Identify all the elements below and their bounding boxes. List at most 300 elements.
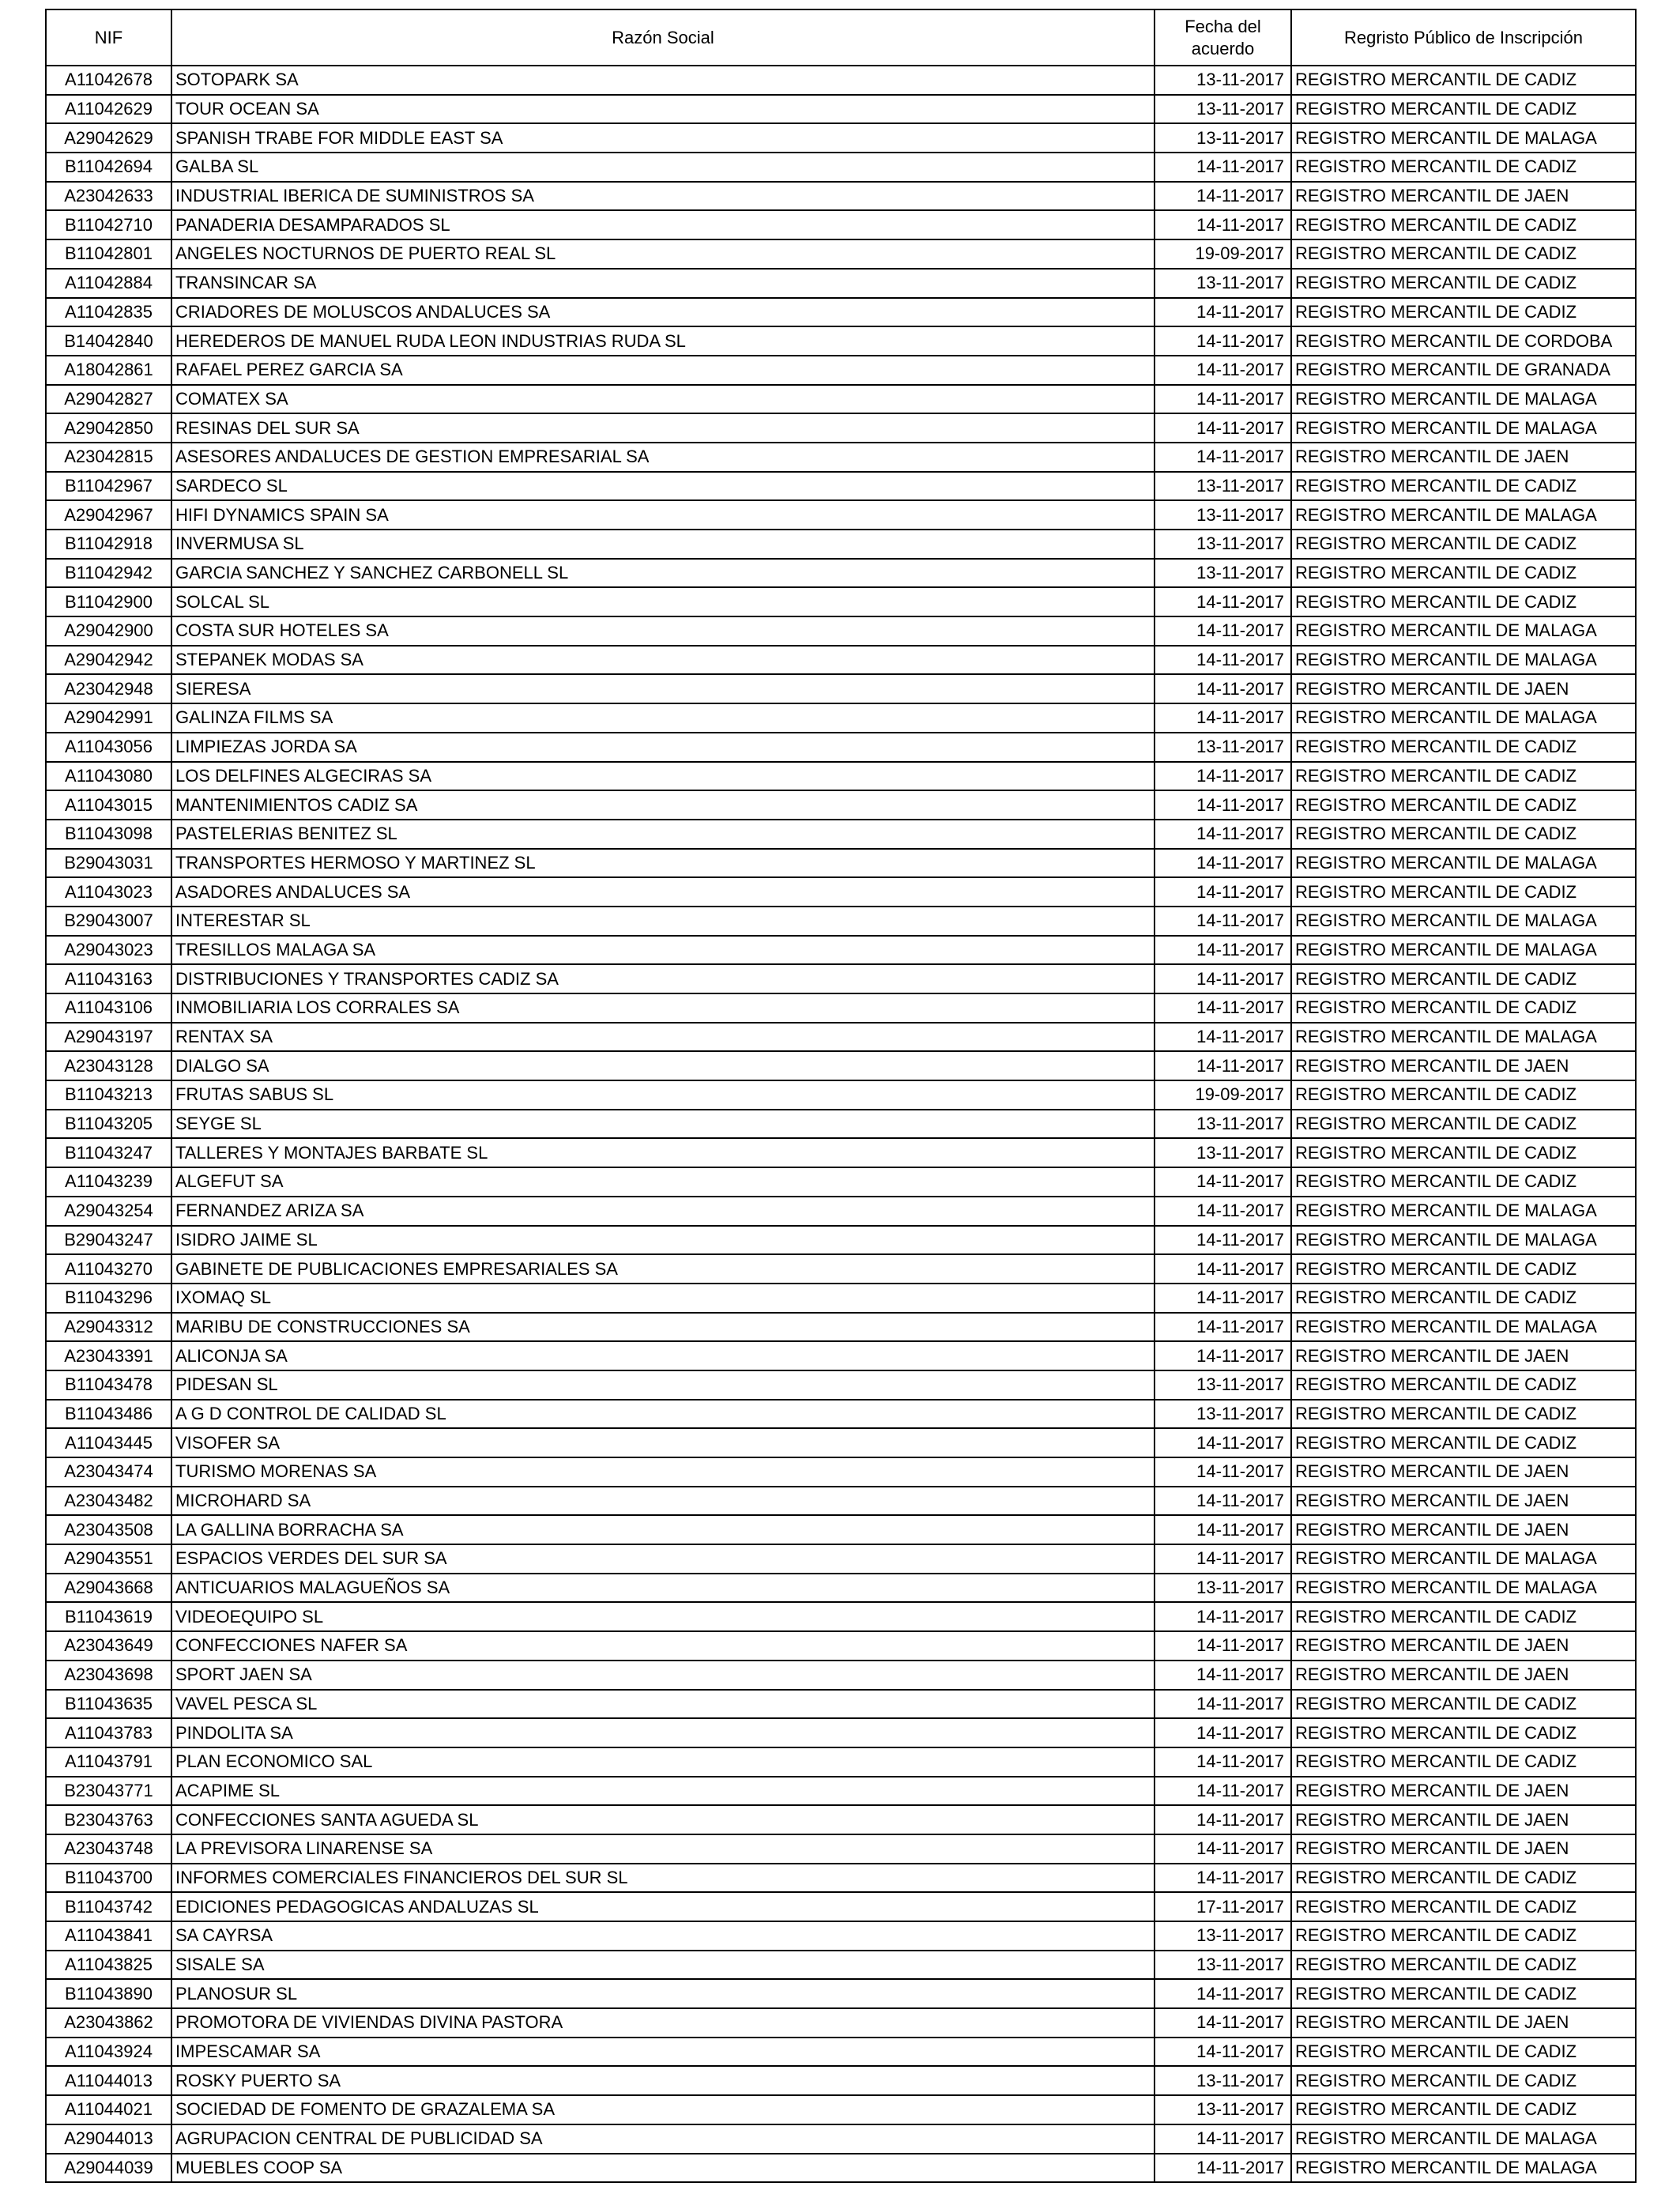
cell-nif: B14042840 — [46, 326, 171, 356]
cell-registro: REGISTRO MERCANTIL DE MALAGA — [1291, 703, 1636, 733]
table-row — [46, 443, 1636, 472]
cell-fecha: 14-11-2017 — [1155, 1777, 1291, 1806]
cell-registro: REGISTRO MERCANTIL DE JAEN — [1291, 1834, 1636, 1864]
cell-razon-social: PLANOSUR SL — [171, 1979, 1155, 2008]
cell-razon-social: GARCIA SANCHEZ Y SANCHEZ CARBONELL SL — [171, 559, 1155, 588]
cell-fecha: 14-11-2017 — [1155, 1226, 1291, 1255]
table-row — [46, 1805, 1636, 1834]
cell-fecha: 14-11-2017 — [1155, 1602, 1291, 1631]
cell-nif: A29043023 — [46, 936, 171, 965]
table-row — [46, 530, 1636, 559]
table-row — [46, 472, 1636, 501]
cell-razon-social: CONFECCIONES SANTA AGUEDA SL — [171, 1805, 1155, 1834]
cell-fecha: 13-11-2017 — [1155, 269, 1291, 298]
cell-razon-social: CRIADORES DE MOLUSCOS ANDALUCES SA — [171, 298, 1155, 327]
table-row — [46, 1313, 1636, 1342]
cell-registro: REGISTRO MERCANTIL DE MALAGA — [1291, 500, 1636, 530]
table-row — [46, 2066, 1636, 2095]
cell-razon-social: GALINZA FILMS SA — [171, 703, 1155, 733]
cell-nif: A29042850 — [46, 413, 171, 443]
cell-fecha: 14-11-2017 — [1155, 2038, 1291, 2067]
cell-razon-social: SOLCAL SL — [171, 587, 1155, 616]
cell-fecha: 14-11-2017 — [1155, 443, 1291, 472]
table-row — [46, 1197, 1636, 1226]
cell-razon-social: SARDECO SL — [171, 472, 1155, 501]
cell-fecha: 14-11-2017 — [1155, 1515, 1291, 1544]
cell-fecha: 14-11-2017 — [1155, 2008, 1291, 2038]
cell-razon-social: INVERMUSA SL — [171, 530, 1155, 559]
table-row — [46, 2154, 1636, 2183]
cell-nif: A29043197 — [46, 1023, 171, 1052]
cell-nif: A11043783 — [46, 1718, 171, 1747]
cell-razon-social: TOUR OCEAN SA — [171, 95, 1155, 124]
cell-nif: A23043482 — [46, 1487, 171, 1516]
cell-registro: REGISTRO MERCANTIL DE CADIZ — [1291, 993, 1636, 1023]
cell-razon-social: TRESILLOS MALAGA SA — [171, 936, 1155, 965]
cell-razon-social: PIDESAN SL — [171, 1370, 1155, 1400]
table-row — [46, 1226, 1636, 1255]
cell-registro: REGISTRO MERCANTIL DE CADIZ — [1291, 66, 1636, 95]
table-row — [46, 500, 1636, 530]
cell-registro: REGISTRO MERCANTIL DE CADIZ — [1291, 2038, 1636, 2067]
cell-nif: A11042678 — [46, 66, 171, 95]
cell-registro: REGISTRO MERCANTIL DE CADIZ — [1291, 1428, 1636, 1457]
cell-fecha: 13-11-2017 — [1155, 1574, 1291, 1603]
table-row — [46, 993, 1636, 1023]
cell-nif: A23043128 — [46, 1051, 171, 1080]
cell-registro: REGISTRO MERCANTIL DE CADIZ — [1291, 210, 1636, 239]
cell-registro: REGISTRO MERCANTIL DE CADIZ — [1291, 559, 1636, 588]
cell-fecha: 14-11-2017 — [1155, 1690, 1291, 1719]
cell-nif: A11043924 — [46, 2038, 171, 2067]
cell-razon-social: SA CAYRSA — [171, 1921, 1155, 1951]
cell-nif: A11042835 — [46, 298, 171, 327]
cell-razon-social: SIERESA — [171, 674, 1155, 703]
cell-registro: REGISTRO MERCANTIL DE CADIZ — [1291, 733, 1636, 762]
cell-razon-social: MICROHARD SA — [171, 1487, 1155, 1516]
cell-razon-social: GABINETE DE PUBLICACIONES EMPRESARIALES SA — [171, 1254, 1155, 1284]
cell-nif: A11042629 — [46, 95, 171, 124]
cell-registro: REGISTRO MERCANTIL DE CADIZ — [1291, 1892, 1636, 1921]
table-row — [46, 1690, 1636, 1719]
cell-fecha: 14-11-2017 — [1155, 993, 1291, 1023]
header-fecha — [1155, 9, 1291, 66]
cell-registro: REGISTRO MERCANTIL DE MALAGA — [1291, 616, 1636, 646]
cell-fecha: 14-11-2017 — [1155, 1487, 1291, 1516]
cell-fecha: 13-11-2017 — [1155, 66, 1291, 95]
cell-registro: REGISTRO MERCANTIL DE CADIZ — [1291, 2066, 1636, 2095]
cell-nif: A23043508 — [46, 1515, 171, 1544]
cell-fecha: 19-09-2017 — [1155, 239, 1291, 269]
table-row — [46, 95, 1636, 124]
table-row — [46, 2038, 1636, 2067]
table-row — [46, 123, 1636, 153]
cell-razon-social: PANADERIA DESAMPARADOS SL — [171, 210, 1155, 239]
table-row — [46, 559, 1636, 588]
cell-razon-social: COMATEX SA — [171, 385, 1155, 414]
cell-registro: REGISTRO MERCANTIL DE CADIZ — [1291, 1110, 1636, 1139]
cell-nif: A11043841 — [46, 1921, 171, 1951]
cell-fecha: 14-11-2017 — [1155, 616, 1291, 646]
cell-fecha: 13-11-2017 — [1155, 500, 1291, 530]
cell-razon-social: RAFAEL PEREZ GARCIA SA — [171, 356, 1155, 385]
cell-fecha: 13-11-2017 — [1155, 2095, 1291, 2124]
cell-nif: A29044013 — [46, 2124, 171, 2154]
cell-fecha: 14-11-2017 — [1155, 1979, 1291, 2008]
cell-registro: REGISTRO MERCANTIL DE MALAGA — [1291, 1313, 1636, 1342]
cell-razon-social: LOS DELFINES ALGECIRAS SA — [171, 762, 1155, 791]
cell-registro: REGISTRO MERCANTIL DE CADIZ — [1291, 1747, 1636, 1777]
cell-fecha: 14-11-2017 — [1155, 790, 1291, 820]
cell-nif: A23043391 — [46, 1341, 171, 1370]
cell-registro: REGISTRO MERCANTIL DE JAEN — [1291, 674, 1636, 703]
cell-fecha: 14-11-2017 — [1155, 1284, 1291, 1313]
cell-registro: REGISTRO MERCANTIL DE CADIZ — [1291, 1864, 1636, 1893]
cell-registro: REGISTRO MERCANTIL DE CADIZ — [1291, 1921, 1636, 1951]
table-row — [46, 1254, 1636, 1284]
cell-nif: B23043763 — [46, 1805, 171, 1834]
cell-razon-social: SPORT JAEN SA — [171, 1661, 1155, 1690]
cell-razon-social: VISOFER SA — [171, 1428, 1155, 1457]
cell-fecha: 13-11-2017 — [1155, 1370, 1291, 1400]
cell-fecha: 14-11-2017 — [1155, 1197, 1291, 1226]
table-row — [46, 1023, 1636, 1052]
table-row — [46, 413, 1636, 443]
table-row — [46, 1864, 1636, 1893]
cell-fecha: 13-11-2017 — [1155, 530, 1291, 559]
cell-nif: B11043213 — [46, 1080, 171, 1110]
cell-registro: REGISTRO MERCANTIL DE JAEN — [1291, 182, 1636, 211]
cell-nif: B11043635 — [46, 1690, 171, 1719]
cell-fecha: 14-11-2017 — [1155, 1023, 1291, 1052]
cell-razon-social: INFORMES COMERCIALES FINANCIEROS DEL SUR SL — [171, 1864, 1155, 1893]
cell-registro: REGISTRO MERCANTIL DE JAEN — [1291, 1631, 1636, 1661]
cell-fecha: 14-11-2017 — [1155, 356, 1291, 385]
cell-razon-social: FRUTAS SABUS SL — [171, 1080, 1155, 1110]
table-row — [46, 733, 1636, 762]
cell-razon-social: HEREDEROS DE MANUEL RUDA LEON INDUSTRIAS RUDA SL — [171, 326, 1155, 356]
cell-registro: REGISTRO MERCANTIL DE CADIZ — [1291, 239, 1636, 269]
cell-razon-social: SOCIEDAD DE FOMENTO DE GRAZALEMA SA — [171, 2095, 1155, 2124]
table-row — [46, 1370, 1636, 1400]
cell-registro: REGISTRO MERCANTIL DE MALAGA — [1291, 1023, 1636, 1052]
cell-nif: B11043890 — [46, 1979, 171, 2008]
cell-razon-social: RENTAX SA — [171, 1023, 1155, 1052]
cell-fecha: 13-11-2017 — [1155, 1921, 1291, 1951]
cell-nif: A11043445 — [46, 1428, 171, 1457]
cell-registro: REGISTRO MERCANTIL DE CADIZ — [1291, 1718, 1636, 1747]
table-row — [46, 936, 1636, 965]
cell-fecha: 14-11-2017 — [1155, 1341, 1291, 1370]
table-row — [46, 153, 1636, 182]
table-row — [46, 1661, 1636, 1690]
cell-fecha: 14-11-2017 — [1155, 210, 1291, 239]
cell-fecha: 13-11-2017 — [1155, 2066, 1291, 2095]
table-row — [46, 674, 1636, 703]
cell-registro: REGISTRO MERCANTIL DE CADIZ — [1291, 269, 1636, 298]
header-fecha-line2: acuerdo — [1191, 38, 1255, 58]
cell-razon-social: ACAPIME SL — [171, 1777, 1155, 1806]
cell-fecha: 14-11-2017 — [1155, 703, 1291, 733]
cell-nif: A11043270 — [46, 1254, 171, 1284]
cell-razon-social: ALGEFUT SA — [171, 1167, 1155, 1197]
cell-fecha: 13-11-2017 — [1155, 733, 1291, 762]
cell-nif: A11043080 — [46, 762, 171, 791]
table-row — [46, 907, 1636, 936]
cell-razon-social: COSTA SUR HOTELES SA — [171, 616, 1155, 646]
cell-registro: REGISTRO MERCANTIL DE JAEN — [1291, 1515, 1636, 1544]
cell-razon-social: LA PREVISORA LINARENSE SA — [171, 1834, 1155, 1864]
cell-fecha: 14-11-2017 — [1155, 1718, 1291, 1747]
cell-razon-social: PINDOLITA SA — [171, 1718, 1155, 1747]
table-header — [46, 9, 1636, 66]
cell-registro: REGISTRO MERCANTIL DE CADIZ — [1291, 1080, 1636, 1110]
cell-nif: B11042942 — [46, 559, 171, 588]
table-row — [46, 1892, 1636, 1921]
table-row — [46, 182, 1636, 211]
header-razon-social: Razón Social — [171, 9, 1155, 66]
cell-nif: A29043668 — [46, 1574, 171, 1603]
cell-fecha: 14-11-2017 — [1155, 1167, 1291, 1197]
cell-fecha: 14-11-2017 — [1155, 2124, 1291, 2154]
cell-nif: B11043205 — [46, 1110, 171, 1139]
table-row — [46, 1457, 1636, 1487]
header-registro: Regristo Público de Inscripción — [1291, 9, 1636, 66]
table-row — [46, 1834, 1636, 1864]
cell-fecha: 14-11-2017 — [1155, 587, 1291, 616]
cell-registro: REGISTRO MERCANTIL DE CADIZ — [1291, 1138, 1636, 1167]
cell-razon-social: PROMOTORA DE VIVIENDAS DIVINA PASTORA — [171, 2008, 1155, 2038]
cell-registro: REGISTRO MERCANTIL DE CADIZ — [1291, 790, 1636, 820]
table-row — [46, 1979, 1636, 2008]
cell-razon-social: LIMPIEZAS JORDA SA — [171, 733, 1155, 762]
table-row — [46, 790, 1636, 820]
table-row — [46, 1167, 1636, 1197]
cell-nif: A11043791 — [46, 1747, 171, 1777]
cell-nif: A11043239 — [46, 1167, 171, 1197]
cell-registro: REGISTRO MERCANTIL DE CADIZ — [1291, 472, 1636, 501]
cell-nif: A11043015 — [46, 790, 171, 820]
header-row — [46, 9, 1636, 66]
cell-nif: A11043825 — [46, 1951, 171, 1980]
cell-registro: REGISTRO MERCANTIL DE GRANADA — [1291, 356, 1636, 385]
cell-registro: REGISTRO MERCANTIL DE MALAGA — [1291, 385, 1636, 414]
cell-nif: B11043742 — [46, 1892, 171, 1921]
cell-registro: REGISTRO MERCANTIL DE CADIZ — [1291, 820, 1636, 849]
cell-nif: A23043649 — [46, 1631, 171, 1661]
table-row — [46, 762, 1636, 791]
cell-nif: A11043056 — [46, 733, 171, 762]
table-row — [46, 326, 1636, 356]
cell-fecha: 13-11-2017 — [1155, 123, 1291, 153]
table-row — [46, 1428, 1636, 1457]
cell-registro: REGISTRO MERCANTIL DE JAEN — [1291, 443, 1636, 472]
cell-fecha: 13-11-2017 — [1155, 1400, 1291, 1429]
cell-razon-social: ANGELES NOCTURNOS DE PUERTO REAL SL — [171, 239, 1155, 269]
table-row — [46, 587, 1636, 616]
table-row — [46, 1400, 1636, 1429]
cell-nif: A23042633 — [46, 182, 171, 211]
cell-razon-social: IMPESCAMAR SA — [171, 2038, 1155, 2067]
cell-registro: REGISTRO MERCANTIL DE CADIZ — [1291, 530, 1636, 559]
cell-fecha: 14-11-2017 — [1155, 298, 1291, 327]
cell-razon-social: ROSKY PUERTO SA — [171, 2066, 1155, 2095]
cell-fecha: 14-11-2017 — [1155, 2154, 1291, 2183]
table-row — [46, 1110, 1636, 1139]
cell-registro: REGISTRO MERCANTIL DE CADIZ — [1291, 762, 1636, 791]
cell-fecha: 14-11-2017 — [1155, 1544, 1291, 1574]
cell-fecha: 14-11-2017 — [1155, 385, 1291, 414]
cell-fecha: 14-11-2017 — [1155, 413, 1291, 443]
cell-nif: B29043247 — [46, 1226, 171, 1255]
cell-razon-social: MANTENIMIENTOS CADIZ SA — [171, 790, 1155, 820]
cell-nif: B11042694 — [46, 153, 171, 182]
cell-fecha: 13-11-2017 — [1155, 1110, 1291, 1139]
table-row — [46, 1544, 1636, 1574]
table-row — [46, 1080, 1636, 1110]
cell-razon-social: TALLERES Y MONTAJES BARBATE SL — [171, 1138, 1155, 1167]
cell-razon-social: TRANSINCAR SA — [171, 269, 1155, 298]
table-row — [46, 298, 1636, 327]
cell-fecha: 14-11-2017 — [1155, 1051, 1291, 1080]
cell-registro: REGISTRO MERCANTIL DE JAEN — [1291, 1661, 1636, 1690]
cell-fecha: 14-11-2017 — [1155, 1747, 1291, 1777]
cell-fecha: 14-11-2017 — [1155, 762, 1291, 791]
cell-fecha: 13-11-2017 — [1155, 472, 1291, 501]
table-row — [46, 1777, 1636, 1806]
cell-fecha: 14-11-2017 — [1155, 1864, 1291, 1893]
table-row — [46, 1718, 1636, 1747]
cell-razon-social: HIFI DYNAMICS SPAIN SA — [171, 500, 1155, 530]
cell-razon-social: DISTRIBUCIONES Y TRANSPORTES CADIZ SA — [171, 964, 1155, 993]
cell-registro: REGISTRO MERCANTIL DE CADIZ — [1291, 2095, 1636, 2124]
cell-razon-social: ASADORES ANDALUCES SA — [171, 877, 1155, 907]
cell-nif: B11043700 — [46, 1864, 171, 1893]
cell-registro: REGISTRO MERCANTIL DE JAEN — [1291, 1805, 1636, 1834]
cell-fecha: 14-11-2017 — [1155, 1661, 1291, 1690]
cell-registro: REGISTRO MERCANTIL DE CADIZ — [1291, 1690, 1636, 1719]
cell-registro: REGISTRO MERCANTIL DE MALAGA — [1291, 1226, 1636, 1255]
cell-razon-social: SEYGE SL — [171, 1110, 1155, 1139]
cell-registro: REGISTRO MERCANTIL DE MALAGA — [1291, 646, 1636, 675]
table-row — [46, 2095, 1636, 2124]
table-row — [46, 1341, 1636, 1370]
table-row — [46, 269, 1636, 298]
cell-razon-social: EDICIONES PEDAGOGICAS ANDALUZAS SL — [171, 1892, 1155, 1921]
cell-razon-social: MUEBLES COOP SA — [171, 2154, 1155, 2183]
table-row — [46, 820, 1636, 849]
cell-nif: A29042900 — [46, 616, 171, 646]
cell-registro: REGISTRO MERCANTIL DE JAEN — [1291, 1051, 1636, 1080]
cell-razon-social: DIALGO SA — [171, 1051, 1155, 1080]
table-row — [46, 2008, 1636, 2038]
table-row — [46, 66, 1636, 95]
cell-nif: B11042801 — [46, 239, 171, 269]
cell-razon-social: TURISMO MORENAS SA — [171, 1457, 1155, 1487]
cell-nif: A29042967 — [46, 500, 171, 530]
cell-registro: REGISTRO MERCANTIL DE MALAGA — [1291, 1544, 1636, 1574]
cell-registro: REGISTRO MERCANTIL DE CORDOBA — [1291, 326, 1636, 356]
cell-nif: A29044039 — [46, 2154, 171, 2183]
table-row — [46, 385, 1636, 414]
cell-fecha: 19-09-2017 — [1155, 1080, 1291, 1110]
cell-registro: REGISTRO MERCANTIL DE JAEN — [1291, 1777, 1636, 1806]
cell-nif: B29043031 — [46, 849, 171, 878]
cell-fecha: 14-11-2017 — [1155, 877, 1291, 907]
cell-razon-social: SOTOPARK SA — [171, 66, 1155, 95]
cell-nif: B11042900 — [46, 587, 171, 616]
cell-razon-social: STEPANEK MODAS SA — [171, 646, 1155, 675]
cell-fecha: 14-11-2017 — [1155, 182, 1291, 211]
table-row — [46, 877, 1636, 907]
cell-fecha: 13-11-2017 — [1155, 95, 1291, 124]
cell-registro: REGISTRO MERCANTIL DE CADIZ — [1291, 1167, 1636, 1197]
cell-fecha: 14-11-2017 — [1155, 646, 1291, 675]
header-nif: NIF — [46, 9, 171, 66]
cell-registro: REGISTRO MERCANTIL DE MALAGA — [1291, 2154, 1636, 2183]
cell-registro: REGISTRO MERCANTIL DE CADIZ — [1291, 1951, 1636, 1980]
table-row — [46, 964, 1636, 993]
table-row — [46, 1631, 1636, 1661]
table-row — [46, 849, 1636, 878]
cell-registro: REGISTRO MERCANTIL DE CADIZ — [1291, 1284, 1636, 1313]
cell-nif: A29042827 — [46, 385, 171, 414]
cell-fecha: 14-11-2017 — [1155, 1457, 1291, 1487]
cell-registro: REGISTRO MERCANTIL DE CADIZ — [1291, 1370, 1636, 1400]
table-row — [46, 1951, 1636, 1980]
cell-registro: REGISTRO MERCANTIL DE CADIZ — [1291, 1400, 1636, 1429]
cell-registro: REGISTRO MERCANTIL DE CADIZ — [1291, 1602, 1636, 1631]
cell-fecha: 14-11-2017 — [1155, 1254, 1291, 1284]
table-row — [46, 703, 1636, 733]
cell-razon-social: VIDEOEQUIPO SL — [171, 1602, 1155, 1631]
cell-razon-social: ISIDRO JAIME SL — [171, 1226, 1155, 1255]
cell-registro: REGISTRO MERCANTIL DE JAEN — [1291, 1457, 1636, 1487]
cell-razon-social: FERNANDEZ ARIZA SA — [171, 1197, 1155, 1226]
table-row — [46, 1284, 1636, 1313]
cell-fecha: 13-11-2017 — [1155, 1951, 1291, 1980]
table-row — [46, 1138, 1636, 1167]
cell-nif: B11042967 — [46, 472, 171, 501]
cell-fecha: 14-11-2017 — [1155, 849, 1291, 878]
cell-fecha: 14-11-2017 — [1155, 674, 1291, 703]
cell-razon-social: IXOMAQ SL — [171, 1284, 1155, 1313]
cell-nif: A11043023 — [46, 877, 171, 907]
cell-fecha: 14-11-2017 — [1155, 1428, 1291, 1457]
cell-registro: REGISTRO MERCANTIL DE JAEN — [1291, 1487, 1636, 1516]
cell-nif: A29042629 — [46, 123, 171, 153]
cell-fecha: 14-11-2017 — [1155, 326, 1291, 356]
table-row — [46, 1051, 1636, 1080]
cell-registro: REGISTRO MERCANTIL DE MALAGA — [1291, 123, 1636, 153]
cell-fecha: 14-11-2017 — [1155, 1834, 1291, 1864]
cell-fecha: 14-11-2017 — [1155, 907, 1291, 936]
cell-registro: REGISTRO MERCANTIL DE CADIZ — [1291, 298, 1636, 327]
cell-razon-social: ESPACIOS VERDES DEL SUR SA — [171, 1544, 1155, 1574]
cell-razon-social: INTERESTAR SL — [171, 907, 1155, 936]
cell-nif: B23043771 — [46, 1777, 171, 1806]
cell-nif: B11043296 — [46, 1284, 171, 1313]
cell-registro: REGISTRO MERCANTIL DE MALAGA — [1291, 2124, 1636, 2154]
cell-nif: A23043698 — [46, 1661, 171, 1690]
cell-nif: A11044021 — [46, 2095, 171, 2124]
cell-fecha: 14-11-2017 — [1155, 1631, 1291, 1661]
cell-nif: A23042948 — [46, 674, 171, 703]
cell-nif: B11043478 — [46, 1370, 171, 1400]
cell-nif: B11042918 — [46, 530, 171, 559]
cell-fecha: 14-11-2017 — [1155, 1805, 1291, 1834]
cell-fecha: 14-11-2017 — [1155, 820, 1291, 849]
